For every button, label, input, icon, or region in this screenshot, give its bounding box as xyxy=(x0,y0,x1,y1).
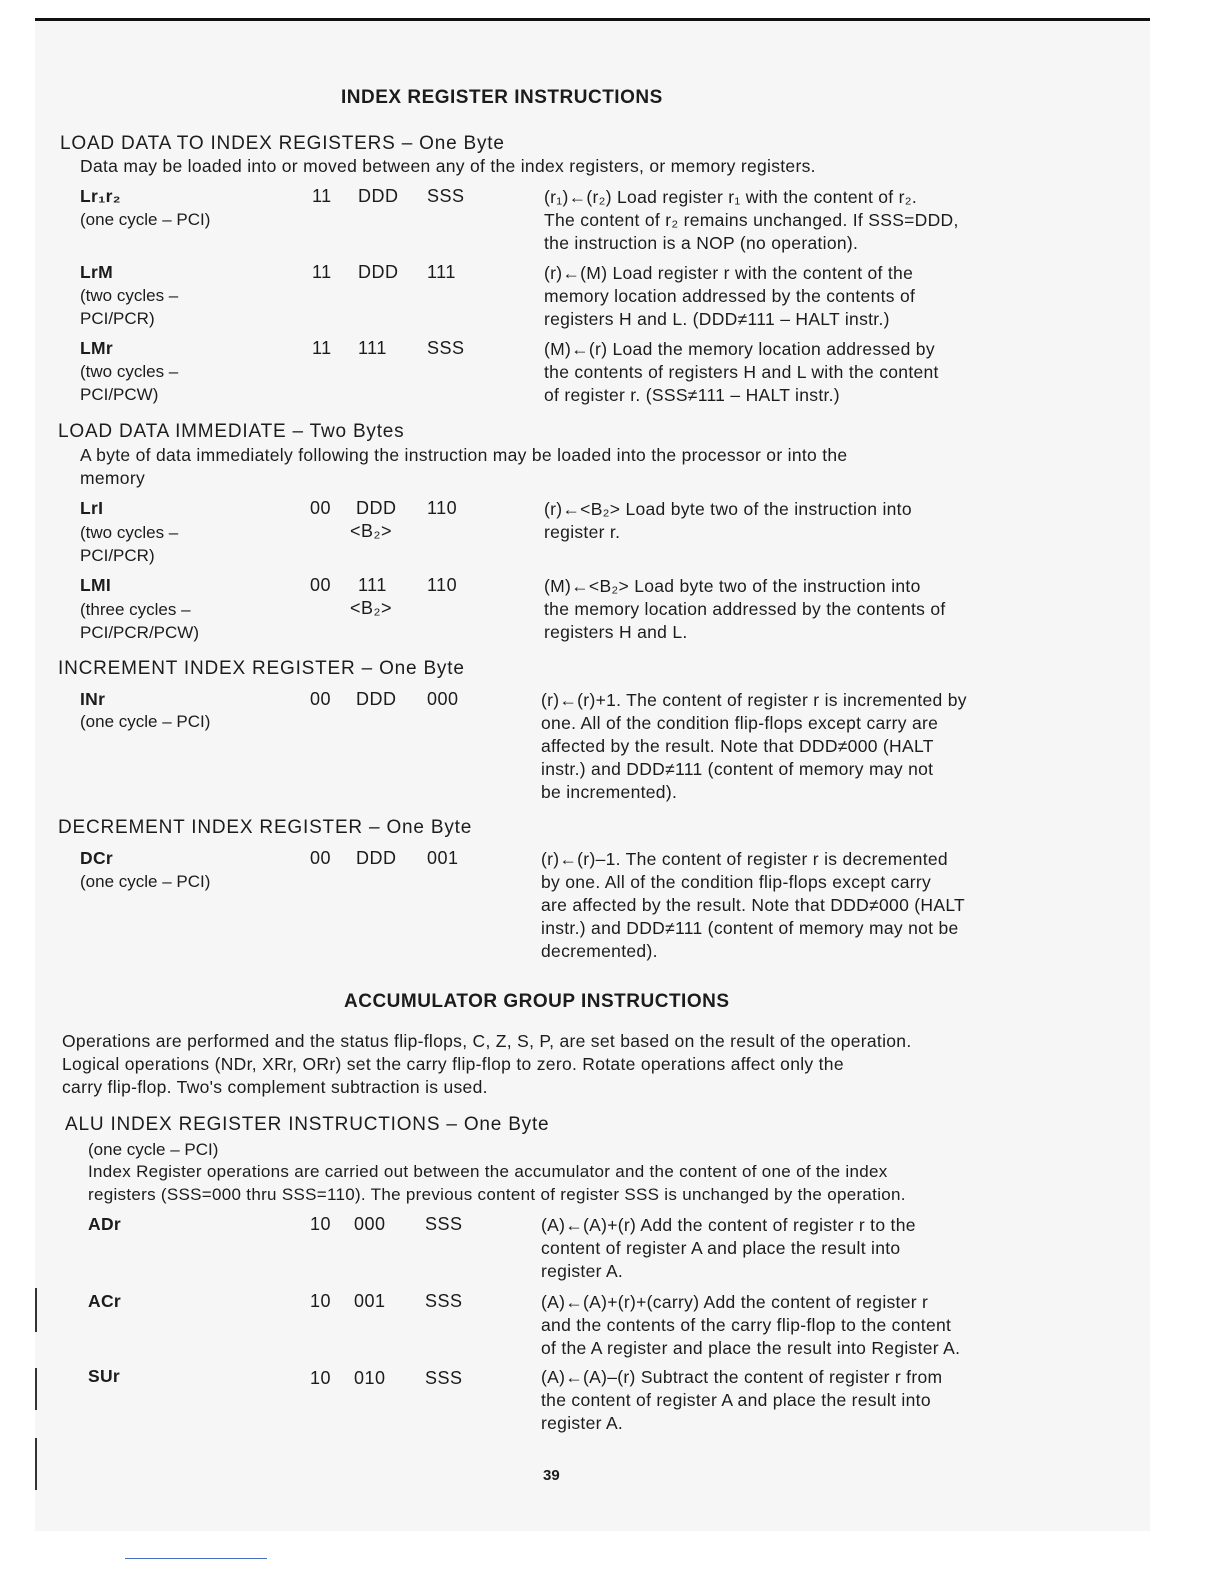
cycles-dcr: (one cycle – PCI) xyxy=(80,872,211,891)
opcode-bits-1: 00 xyxy=(310,848,332,868)
opcode-bits-2: DDD xyxy=(358,186,399,206)
cycles-inr: (one cycle – PCI) xyxy=(80,712,211,731)
opcode-bits-2: 001 xyxy=(354,1291,386,1311)
opcode-bits-2: DDD xyxy=(356,848,397,868)
description-inr: (r)←(r)+1. The content of register r is incremented by one. All of the condition flip-flops except carry are affected by the result. Note that DDD≠000 (HALT instr.) and DDD≠111 (content of memory may not be incremented). xyxy=(541,690,967,802)
opcode-bits-3: SSS xyxy=(427,186,465,206)
section-heading-increment: INCREMENT INDEX REGISTER – One Byte xyxy=(58,658,465,679)
opcode-bits-2: 111 xyxy=(358,575,387,595)
mnemonic-acr: ACr xyxy=(88,1291,121,1311)
mnemonic-adr: ADr xyxy=(88,1214,121,1234)
mnemonic-lmi: LMI xyxy=(80,575,112,595)
opcode-bits-3: SSS xyxy=(425,1368,463,1388)
opcode-bits-2: DDD xyxy=(356,498,397,518)
section-heading-decrement: DECREMENT INDEX REGISTER – One Byte xyxy=(58,817,473,838)
mnemonic-lr1r2: Lr₁r₂ xyxy=(80,186,121,206)
cycles-lrm: (two cycles – PCI/PCR) xyxy=(80,286,179,328)
section-intro-alu: Index Register operations are carried out between the accumulator and the content of one of the index registers (SSS=000 thru SSS=110). The previous content of register SSS is unchanged by the operation. xyxy=(88,1162,906,1204)
opcode-bits-2: DDD xyxy=(356,689,397,709)
opcode-bits-3: SSS xyxy=(425,1291,463,1311)
mnemonic-sur: SUr xyxy=(88,1366,121,1386)
data-byte-b2: <B₂> xyxy=(350,521,393,541)
cycles-lmi: (three cycles – PCI/PCR/PCW) xyxy=(80,600,199,642)
opcode-bits-2: DDD xyxy=(358,262,399,282)
section-heading-alu: ALU INDEX REGISTER INSTRUCTIONS – One Byte xyxy=(65,1114,550,1135)
cycles-lr1r2: (one cycle – PCI) xyxy=(80,210,211,229)
opcode-bits-1: 11 xyxy=(312,338,332,358)
page-number: 39 xyxy=(543,1467,560,1484)
accumulator-intro: Operations are performed and the status flip-flops, C, Z, S, P, are set based on the result of the operation. Logical operations (NDr, XRr, ORr) set the carry flip-flop to zero. Rotate operations affect only the carry flip-flop. Two's complement subtraction is used. xyxy=(62,1031,912,1097)
edge-mark xyxy=(35,1438,37,1490)
edge-mark xyxy=(35,1288,37,1332)
opcode-bits-3: 110 xyxy=(427,498,458,518)
opcode-bits-3: SSS xyxy=(427,338,465,358)
section-intro-load-immediate: A byte of data immediately following the instruction may be loaded into the processor or into the memory xyxy=(80,445,848,488)
page-title: INDEX REGISTER INSTRUCTIONS xyxy=(341,87,663,108)
mnemonic-dcr: DCr xyxy=(80,848,113,868)
data-byte-b2: <B₂> xyxy=(350,598,393,618)
mnemonic-lrm: LrM xyxy=(80,262,113,282)
opcode-bits-3: 111 xyxy=(427,262,456,282)
opcode-bits-1: 10 xyxy=(310,1291,332,1311)
description-sur: (A)←(A)–(r) Subtract the content of register r from the content of register A and place the result into register A. xyxy=(541,1367,943,1433)
opcode-bits-3: 000 xyxy=(427,689,459,709)
description-lr1r2: (r₁)←(r₂) Load register r₁ with the content of r₂. The content of r₂ remains unchanged. If SSS=DDD, the instruction is a NOP (no operation). xyxy=(544,187,959,253)
cycles-lri: (two cycles – PCI/PCR) xyxy=(80,523,179,565)
opcode-bits-1: 10 xyxy=(310,1214,332,1234)
section-heading-load-data: LOAD DATA TO INDEX REGISTERS – One Byte xyxy=(60,133,505,154)
opcode-bits-1: 10 xyxy=(310,1368,332,1388)
edge-mark xyxy=(35,1368,37,1410)
opcode-bits-1: 00 xyxy=(310,689,332,709)
opcode-bits-2: 000 xyxy=(354,1214,386,1234)
opcode-bits-3: SSS xyxy=(425,1214,463,1234)
section-heading-load-immediate: LOAD DATA IMMEDIATE – Two Bytes xyxy=(58,421,405,442)
bottom-rule xyxy=(125,1558,267,1559)
opcode-bits-3: 001 xyxy=(427,848,459,868)
opcode-bits-1: 11 xyxy=(312,186,332,206)
description-dcr: (r)←(r)–1. The content of register r is decremented by one. All of the condition flip-flops except carry are affected by the result. Note that DDD≠000 (HALT instr.) and DDD≠111 (content of memory may not be decremented). xyxy=(541,849,966,961)
mnemonic-lmr: LMr xyxy=(80,338,113,358)
description-lri: (r)←<B₂> Load byte two of the instruction into register r. xyxy=(544,499,912,542)
description-adr: (A)←(A)+(r) Add the content of register r to the content of register A and place the result into register A. xyxy=(541,1215,916,1281)
opcode-bits-1: 11 xyxy=(312,262,332,282)
opcode-bits-2: 010 xyxy=(354,1368,386,1388)
opcode-bits-1: 00 xyxy=(310,575,332,595)
description-lrm: (r)←(M) Load register r with the content of the memory location addressed by the contents of registers H and L. (DDD≠111 – HALT instr.) xyxy=(544,263,916,329)
section-intro-load-data: Data may be loaded into or moved between any of the index registers, or memory registers. xyxy=(80,156,816,176)
opcode-bits-1: 00 xyxy=(310,498,332,518)
cycles-lmr: (two cycles – PCI/PCW) xyxy=(80,362,179,404)
mnemonic-inr: INr xyxy=(80,689,106,709)
accumulator-title: ACCUMULATOR GROUP INSTRUCTIONS xyxy=(344,991,730,1012)
description-acr: (A)←(A)+(r)+(carry) Add the content of register r and the contents of the carry flip-flop to the content of the A register and place the result into Register A. xyxy=(541,1292,961,1358)
description-lmi: (M)←<B₂> Load byte two of the instruction into the memory location addressed by the contents of registers H and L. xyxy=(544,576,946,642)
cycles-alu: (one cycle – PCI) xyxy=(88,1140,219,1159)
opcode-bits-2: 111 xyxy=(358,338,387,358)
description-lmr: (M)←(r) Load the memory location addressed by the contents of registers H and L with the content of register r. (SSS≠111 – HALT instr.) xyxy=(544,339,939,405)
mnemonic-lri: LrI xyxy=(80,498,104,518)
opcode-bits-3: 110 xyxy=(427,575,458,595)
